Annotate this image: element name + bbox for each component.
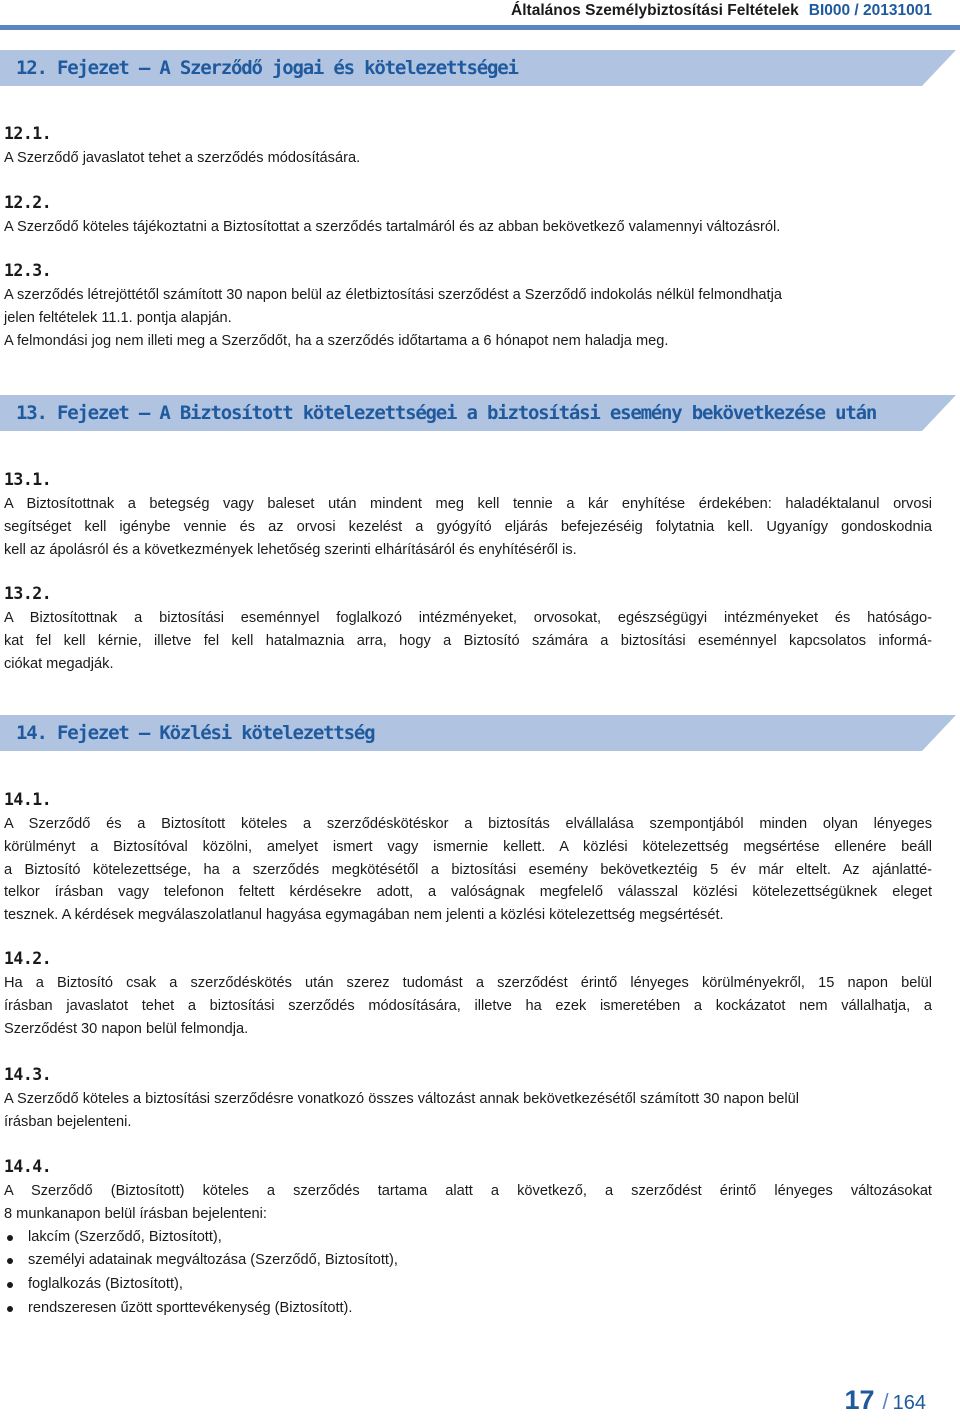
document-code: BI000 / 20131001 <box>808 2 932 19</box>
text-line: A Szerződő (Biztosított) köteles a szerződés tartama alatt a következő, a szerződést érintő lényeges változásokat <box>4 1183 932 1199</box>
section-12-2 <box>4 190 932 239</box>
text-line: a Biztosító kötelezettsége, ha a szerződés megkötésétől a biztosítási esemény bekövetkeztéig 5 év már eltelt. Az ajánlatté- <box>4 861 932 878</box>
section-number: 14.1. <box>4 790 52 809</box>
text-line: írásban javaslatot tehet a biztosítási szerződés módosítására, illetve ha ezek ismeretében a kockázatot nem vállalhatja, a <box>4 997 932 1014</box>
text-line: írásban bejelenteni. <box>4 1113 132 1130</box>
text-line: 8 munkanapon belül írásban bejelenteni: <box>4 1205 267 1222</box>
chapter-13-title: 13. Fejezet – A Biztosított kötelezettségei a biztosítási esemény bekövetkezése után <box>16 402 877 424</box>
chapter-14-title: 14. Fejezet – Közlési kötelezettség <box>16 722 375 744</box>
section-text <box>4 493 932 561</box>
text-line: tesznek. A kérdések megválaszolatlanul hagyása egymagában nem jelenti a közlési kötelezettség megsértését. <box>4 907 724 924</box>
section-13-2 <box>4 581 932 675</box>
text-line: A szerződés létrejöttétől számított 30 napon belül az életbiztosítási szerződést a Szerződő indokolás nélkül felmondhatja <box>4 287 782 303</box>
text-line: A felmondási jog nem illeti meg a Szerződőt, ha a szerződés időtartama a 6 hónapot nem haladja meg. <box>4 332 669 349</box>
page-number <box>844 1385 926 1425</box>
section-14-1 <box>4 787 932 927</box>
section-number: 12.2. <box>4 193 52 212</box>
section-text <box>4 972 932 1040</box>
chapter-13-heading <box>0 395 960 431</box>
section-number: 12.3. <box>4 261 52 280</box>
page-separator: / <box>882 1389 889 1414</box>
section-12-3 <box>4 258 932 352</box>
text-line: Ha a Biztosító csak a szerződéskötés után szerez tudomást a szerződést érintő lényeges körülményekről, 15 napon belül <box>4 975 932 991</box>
list-item: foglalkozás (Biztosított), <box>4 1273 932 1297</box>
section-number: 12.1. <box>4 124 52 143</box>
list-item: lakcím (Szerződő, Biztosított), <box>4 1226 932 1250</box>
bullet-list <box>4 1226 932 1321</box>
list-item: rendszeresen űzött sporttevékenység (Biztosított). <box>4 1297 932 1321</box>
text-line: A Szerződő köteles a biztosítási szerződésre vonatkozó összes változást annak bekövetkezésétől számított 30 napon belül <box>4 1091 799 1107</box>
text-line: jelen feltételek 11.1. pontja alapján. <box>4 309 232 326</box>
section-14-2 <box>4 946 932 1040</box>
section-14-3 <box>4 1062 932 1134</box>
total-pages: 164 <box>892 1392 926 1414</box>
section-text <box>4 607 932 675</box>
text-line: kell az ápolásról és a következmények lehetőség szerinti elhárításáról és enyhítéséről is. <box>4 541 577 558</box>
text-line: telkor írásban vagy telefonon feltett kérdésekre adott, a valóságnak megfelelő válasszal közlési kötelezettségüknek eleget <box>4 884 932 901</box>
section-number: 14.4. <box>4 1157 52 1176</box>
section-text <box>4 813 932 927</box>
section-number: 13.1. <box>4 470 52 489</box>
text-line: A Szerződő javaslatot tehet a szerződés módosítására. <box>4 150 361 166</box>
section-14-4 <box>4 1154 932 1321</box>
section-12-1 <box>4 121 932 170</box>
section-text <box>4 1088 932 1134</box>
section-text <box>4 284 932 352</box>
text-line: ciókat megadják. <box>4 655 114 672</box>
text-line: Szerződést 30 napon belül felmondja. <box>4 1020 249 1037</box>
chapter-12-title: 12. Fejezet – A Szerződő jogai és kötelezettségei <box>16 57 518 79</box>
section-text <box>4 216 932 239</box>
page-header <box>0 0 960 30</box>
text-line: kat fel kell kérnie, illetve fel kell hatalmaznia arra, hogy a Biztosító számára a biztosítási eseménnyel kapcsolatos informá- <box>4 632 932 649</box>
header-rule <box>0 25 960 30</box>
chapter-12-heading <box>0 50 960 86</box>
text-line: A Biztosítottnak a betegség vagy baleset után mindent meg kell tennie a kár enyhítése érdekében: haladéktalanul orvosi <box>4 496 932 512</box>
chapter-14-heading <box>0 715 960 751</box>
section-text <box>4 147 932 170</box>
section-number: 14.2. <box>4 949 52 968</box>
section-number: 14.3. <box>4 1065 52 1084</box>
text-line: A Biztosítottnak a biztosítási eseménnyel foglalkozó intézményeket, orvosokat, egészségügyi intézményeket és hatóságo- <box>4 610 932 626</box>
header-text <box>511 2 932 20</box>
text-line: körülményt a Biztosítóval közölni, amelyet ismert vagy ismernie kellett. A közlési kötelezettség megsértése ellenére beáll <box>4 838 932 855</box>
section-13-1 <box>4 467 932 561</box>
text-line: A Szerződő és a Biztosított köteles a szerződéskötéskor a biztosítás elvállalása szempontjából minden olyan lényeges <box>4 816 932 832</box>
current-page: 17 <box>844 1385 875 1415</box>
section-number: 13.2. <box>4 584 52 603</box>
text-line: segítséget kell igénybe vennie és az orvosi kezelést a gyógyító eljárás befejezéséig folytatnia kell. Ugyanígy gondoskodnia <box>4 518 932 535</box>
text-line: A Szerződő köteles tájékoztatni a Biztosítottat a szerződés tartalmáról és az abban bekövetkező valamennyi változásról. <box>4 219 781 235</box>
list-item: személyi adatainak megváltozása (Szerződő, Biztosított), <box>4 1249 932 1273</box>
section-text <box>4 1180 932 1226</box>
document-title: Általános Személybiztosítási Feltételek <box>511 2 799 19</box>
